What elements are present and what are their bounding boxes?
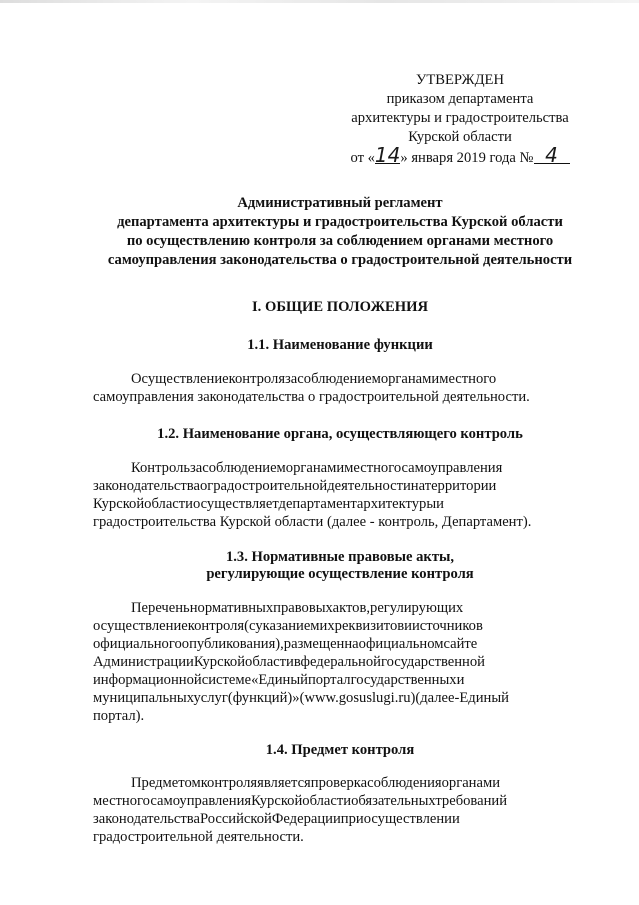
word: Предметом <box>131 775 201 791</box>
approval-line-2: приказом департамента <box>386 91 534 107</box>
approval-block <box>330 71 590 166</box>
paragraph-line <box>93 774 581 792</box>
word: за <box>190 460 203 476</box>
word: соблюдением <box>297 371 381 387</box>
word: их <box>319 618 335 634</box>
word: портал <box>307 672 351 688</box>
paragraph-line <box>93 617 581 635</box>
paragraph-1-1 <box>93 370 581 406</box>
word: проверка <box>310 775 368 791</box>
paragraph-line <box>93 370 581 388</box>
paragraph-line <box>93 635 581 653</box>
scan-edge <box>0 0 639 3</box>
date-prefix: от « <box>350 150 375 166</box>
paragraph-1-4 <box>93 774 581 846</box>
word: «Единый <box>251 672 308 688</box>
word: самоуправления <box>150 793 252 809</box>
word: опубликования), <box>181 636 284 652</box>
word: обязательных <box>351 793 436 809</box>
word: системе <box>201 672 252 688</box>
word: на <box>410 478 425 494</box>
paragraph-1-2 <box>93 459 581 531</box>
word: области <box>144 496 193 512</box>
word: размещен <box>283 636 345 652</box>
word: реквизитов <box>334 618 405 634</box>
word: законодательства <box>93 478 200 494</box>
subsection-1-3-heading-1: 1.3. Нормативные правовые акты, <box>225 549 455 565</box>
title-line-2: департамента архитектуры и градостроительства Курской области <box>117 214 563 230</box>
paragraph-line: градостроительства Курской области (далее - контроль, Департамент). <box>93 514 532 530</box>
word: указанием <box>255 618 320 634</box>
word: государственных <box>350 672 457 688</box>
approval-line-1: УТВЕРЖДЕН <box>416 72 504 88</box>
word: территории <box>424 478 497 494</box>
paragraph-line <box>93 599 581 617</box>
word: сайте <box>443 636 478 652</box>
word: муниципальных <box>93 690 194 706</box>
title-line-1: Административный регламент <box>237 195 443 211</box>
paragraph-line <box>93 477 581 495</box>
approval-line-3: архитектуры и градостроительства <box>351 110 569 126</box>
word: услуг <box>193 690 228 706</box>
word: органами <box>285 460 345 476</box>
word: соблюдением <box>202 460 286 476</box>
word: и <box>456 672 465 688</box>
word: (далее <box>415 690 455 706</box>
approval-line-4: Курской области <box>408 129 512 145</box>
paragraph-1-3 <box>93 599 581 725</box>
paragraph-line <box>93 459 581 477</box>
word: при <box>340 811 364 827</box>
paragraph-line: самоуправления законодательства о градостроительной деятельности. <box>93 389 530 405</box>
word: области <box>245 654 294 670</box>
paragraph-line <box>93 671 581 689</box>
word: в <box>293 654 301 670</box>
word: Перечень <box>131 600 190 616</box>
word: федеральной <box>300 654 381 670</box>
word: осуществление <box>93 618 188 634</box>
word: Контроль <box>131 460 191 476</box>
subsection-1-4-heading: 1.4. Предмет контроля <box>265 742 415 758</box>
word: Администрации <box>93 654 194 670</box>
word: о <box>199 478 208 494</box>
word: органами <box>441 775 501 791</box>
approval-date-line <box>330 143 590 167</box>
date-mid: » января 2019 года № <box>400 150 534 166</box>
word: Единый <box>459 690 509 706</box>
paragraph-line: портал). <box>93 708 145 724</box>
title-line-4: самоуправления законодательства о градостроительной деятельности <box>107 252 573 268</box>
word: официального <box>93 636 182 652</box>
word: самоуправления <box>401 460 503 476</box>
word: местного <box>344 460 402 476</box>
word: департамент <box>278 496 357 512</box>
word: Курской <box>251 793 303 809</box>
word: области <box>302 793 352 809</box>
word: государственной <box>380 654 485 670</box>
paragraph-line <box>93 495 581 513</box>
word: является <box>257 775 311 791</box>
word: Осуществление <box>131 371 229 387</box>
word: регулирующих <box>370 600 464 616</box>
word: и <box>436 496 444 512</box>
paragraph-line: градостроительной деятельности. <box>93 829 304 845</box>
word: (www.gosuslugi.ru) <box>299 690 416 706</box>
paragraph-line <box>93 653 581 671</box>
word: - <box>454 690 460 706</box>
word: градостроительной <box>207 478 328 494</box>
word: (функций)» <box>227 690 300 706</box>
word: архитектуры <box>356 496 437 512</box>
word: требований <box>435 793 508 809</box>
word: контроля <box>187 618 245 634</box>
word: и <box>404 618 412 634</box>
word: за <box>285 371 298 387</box>
word: Российской <box>199 811 272 827</box>
paragraph-line <box>93 689 581 707</box>
section-1-heading: I. ОБЩИЕ ПОЛОЖЕНИЯ <box>252 299 428 315</box>
word: на <box>344 636 359 652</box>
word: (с <box>244 618 256 634</box>
paragraph-line <box>93 810 581 828</box>
word: Федерации <box>271 811 341 827</box>
word: нормативных <box>189 600 274 616</box>
handwritten-number: 4 <box>534 147 570 164</box>
subsection-1-3-heading-2: регулирующие осуществление контроля <box>206 566 474 582</box>
word: осуществляет <box>192 496 279 512</box>
word: контроля <box>228 371 286 387</box>
word: актов, <box>332 600 371 616</box>
word: осуществлении <box>363 811 460 827</box>
word: деятельности <box>327 478 411 494</box>
word: источников <box>411 618 483 634</box>
handwritten-day: 14 <box>374 143 401 167</box>
subsection-1-2-heading: 1.2. Наименование органа, осуществляющего контроль <box>157 426 523 442</box>
subsection-1-1-heading: 1.1. Наименование функции <box>247 337 433 353</box>
word: контроля <box>200 775 258 791</box>
word: Курской <box>193 654 246 670</box>
title-line-3: по осуществлению контроля за соблюдением органами местного <box>126 233 554 249</box>
word: местного <box>439 371 497 387</box>
word: органами <box>380 371 440 387</box>
word: соблюдения <box>367 775 442 791</box>
word: информационной <box>93 672 202 688</box>
word: законодательства <box>93 811 200 827</box>
word: Курской <box>93 496 145 512</box>
word: правовых <box>273 600 333 616</box>
word: местного <box>93 793 151 809</box>
document-title <box>60 194 620 270</box>
word: официальном <box>358 636 444 652</box>
paragraph-line <box>93 792 581 810</box>
